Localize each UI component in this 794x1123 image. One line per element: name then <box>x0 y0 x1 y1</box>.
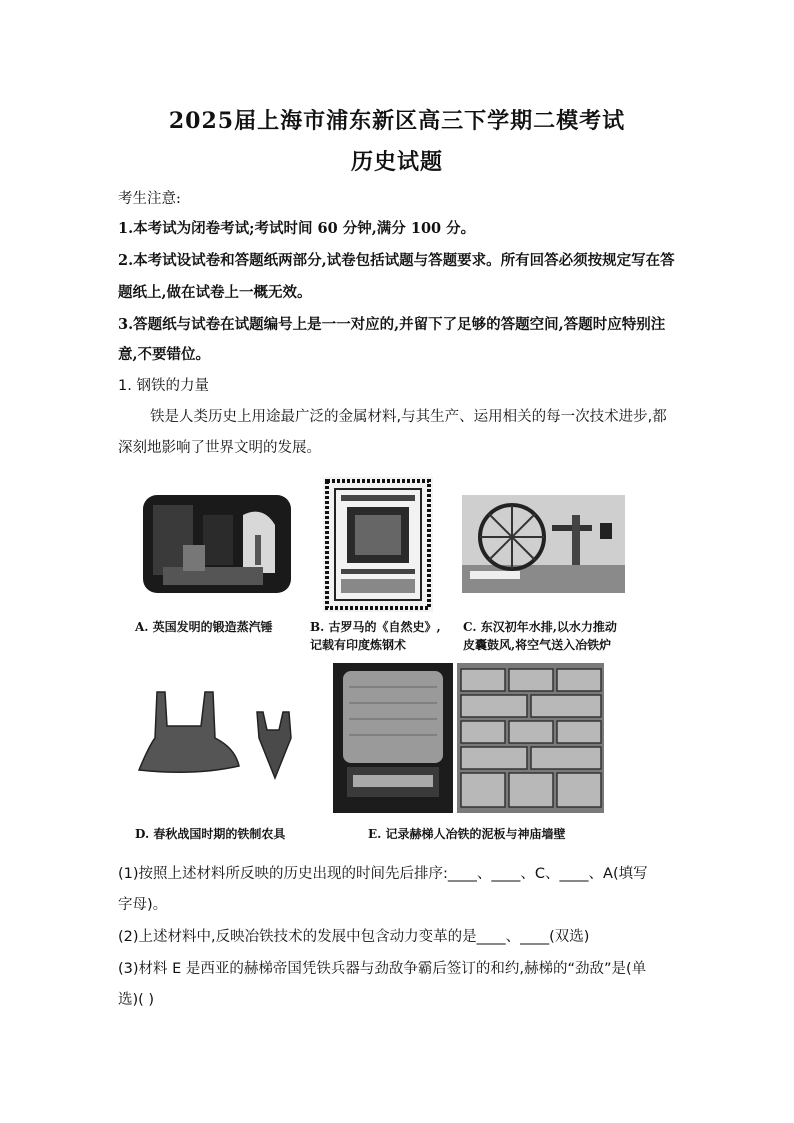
notice-heading: 考生注意: <box>118 191 181 207</box>
iron-farm-tools-photo <box>135 686 305 786</box>
natural-history-book-photo <box>323 477 433 612</box>
question-1b: 字母)。 <box>118 897 168 913</box>
section-intro-a: 铁是人类历史上用途最广泛的金属材料,与其生产、运用相关的每一次技术进步,都 <box>150 409 667 425</box>
figure-c-caption-1: C. 东汉初年水排,以水力推动 <box>463 620 617 634</box>
notice-item-1: 1.本考试为闭卷考试;考试时间 60 分钟,满分 100 分。 <box>118 220 476 237</box>
notice-item-3a: 3.答题纸与试卷在试题编号上是一一对应的,并留下了足够的答题空间,答题时应特别注 <box>118 316 666 333</box>
exam-subtitle: 历史试题 <box>350 149 443 175</box>
figure-d-caption: D. 春秋战国时期的铁制农具 <box>135 827 286 841</box>
hittite-clay-tablet-photo <box>333 663 453 813</box>
figure-a-caption: A. 英国发明的锻造蒸汽锤 <box>135 620 273 634</box>
section-heading: 1. 钢铁的力量 <box>118 378 209 394</box>
question-3b: 选)( ) <box>118 992 155 1008</box>
notice-item-2b: 题纸上,做在试卷上一概无效。 <box>118 284 312 301</box>
figure-b-caption-2: 记载有印度炼钢术 <box>310 638 407 652</box>
figure-e-caption: E. 记录赫梯人冶铁的泥板与神庙墙壁 <box>368 827 566 841</box>
question-1a: (1)按照上述材料所反映的历史出现的时间先后排序:____、____、C、____、A(填写 <box>118 866 648 882</box>
exam-title: 2025届上海市浦东新区高三下学期二模考试 <box>168 108 626 134</box>
temple-wall-photo <box>457 663 604 813</box>
question-2: (2)上述材料中,反映冶铁技术的发展中包含动力变革的是____、____(双选) <box>118 929 590 945</box>
figure-b-caption-1: B. 古罗马的《自然史》, <box>310 620 441 634</box>
question-3a: (3)材料 E 是西亚的赫梯帝国凭铁兵器与劲敌争霸后签订的和约,赫梯的“劲敌”是(单 <box>118 961 647 977</box>
water-wheel-model-photo <box>462 495 625 593</box>
figure-c-caption-2: 皮囊鼓风,将空气送入冶铁炉 <box>463 638 612 652</box>
steam-hammer-photo <box>143 495 291 593</box>
notice-item-3b: 意,不要错位。 <box>118 346 211 363</box>
section-intro-b: 深刻地影响了世界文明的发展。 <box>118 440 321 456</box>
notice-item-2a: 2.本考试设试卷和答题纸两部分,试卷包括试题与答题要求。所有回答必须按规定写在答 <box>118 252 675 269</box>
